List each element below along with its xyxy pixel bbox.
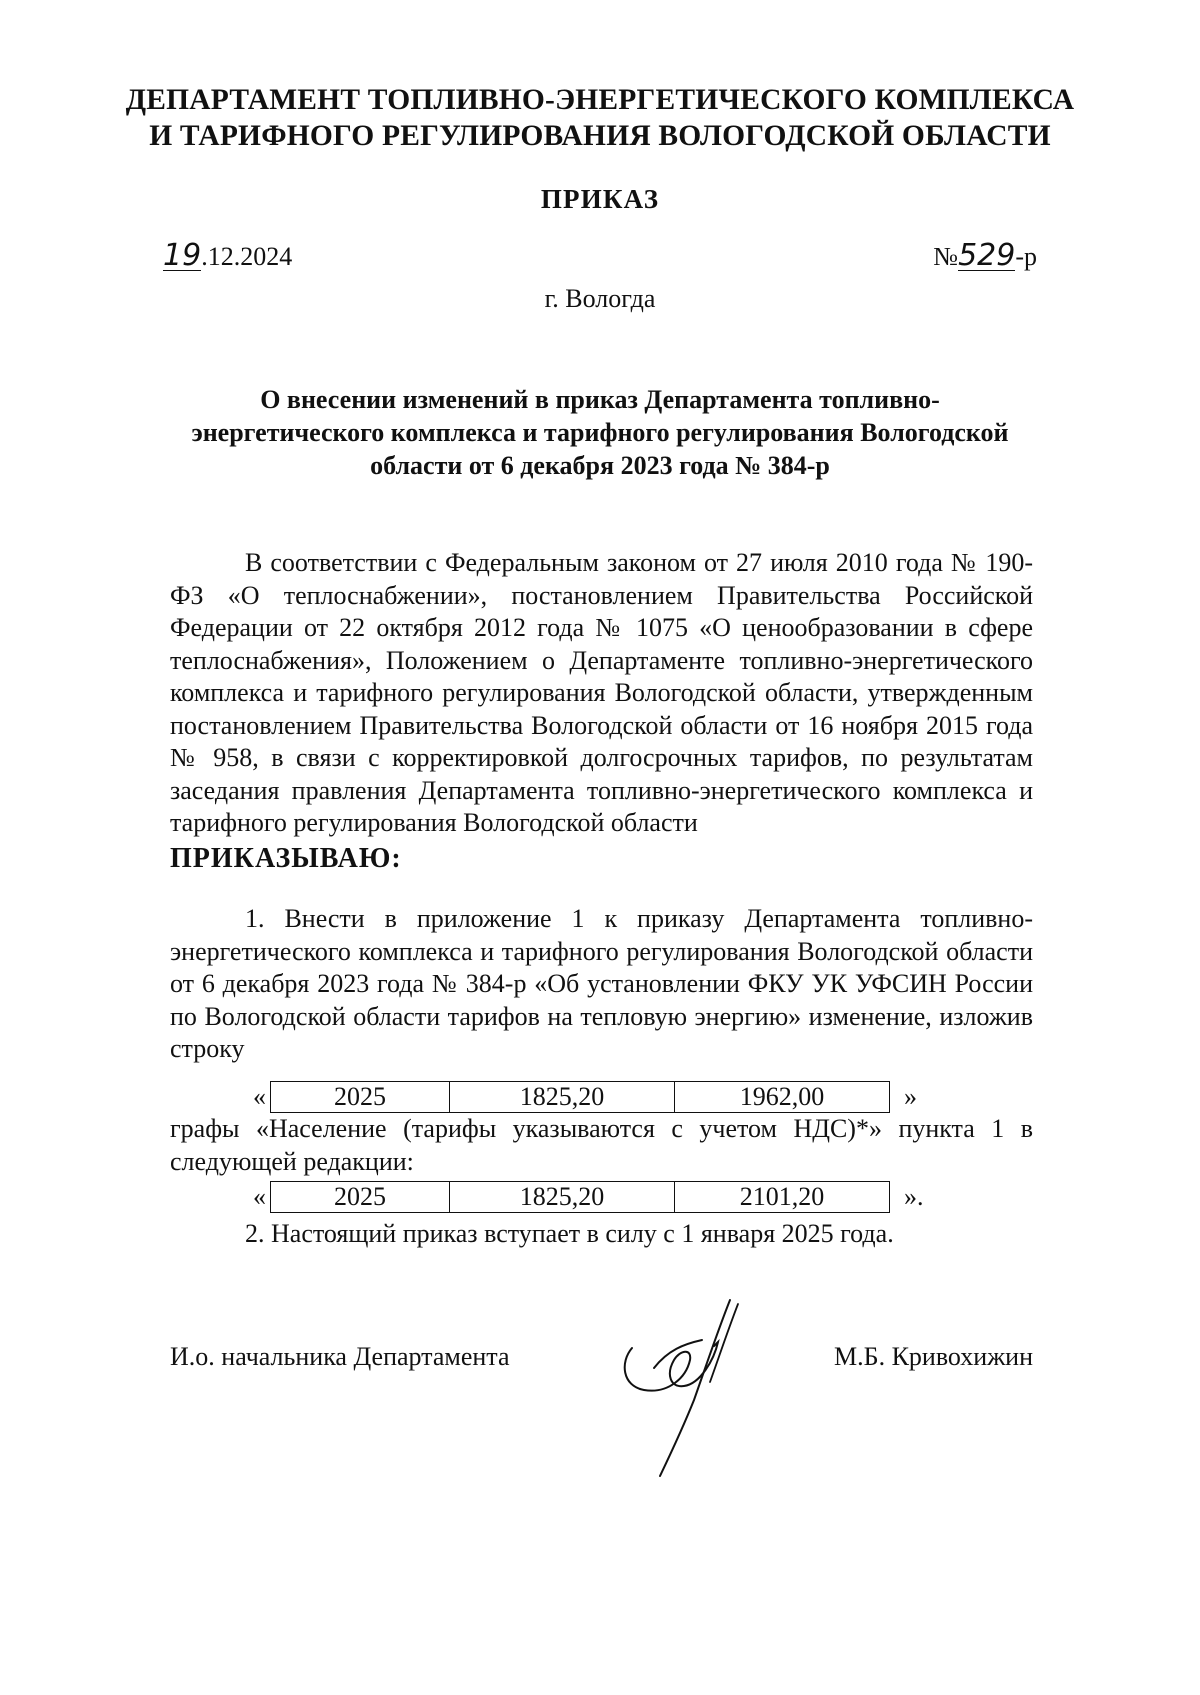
new-tariff-row xyxy=(253,1180,924,1214)
order-subject xyxy=(170,383,1030,482)
old-value-2-cell: 1962,00 xyxy=(675,1082,890,1113)
subject-line-2: энергетического комплекса и тарифного регулирования Вологодской xyxy=(191,418,1009,447)
order-number xyxy=(933,238,1037,273)
old-year-cell: 2025 xyxy=(271,1082,450,1113)
header-line-2: И ТАРИФНОГО РЕГУЛИРОВАНИЯ ВОЛОГОДСКОЙ ОБЛАСТИ xyxy=(149,120,1051,152)
signature-icon xyxy=(610,1290,760,1480)
quote-open: « xyxy=(253,1182,266,1211)
old-tariff-table xyxy=(270,1081,890,1113)
quote-close: ». xyxy=(904,1182,924,1211)
header-line-1: ДЕПАРТАМЕНТ ТОПЛИВНО-ЭНЕРГЕТИЧЕСКОГО КОМПЛЕКСА xyxy=(125,84,1075,116)
order-title: ПРИКАЗ xyxy=(540,184,660,214)
date-rest: .12.2024 xyxy=(201,242,293,271)
new-value-1-cell: 1825,20 xyxy=(450,1182,675,1213)
column-reference-text: графы «Население (тарифы указываются с учетом НДС)*» пункта 1 в следующей редакции: xyxy=(170,1114,1033,1176)
quote-open: « xyxy=(253,1082,266,1111)
handwritten-order-number: 529 xyxy=(958,238,1016,273)
preamble-paragraph: В соответствии с Федеральным законом от 27 июля 2010 года № 190-ФЗ «О теплоснабжении», постановлением Правительства Российской Федерации от 22 октября 2012 года № 1075 «О ценообразовании в сфере теплоснабжения», Положением о Департаменте топливно-энергетического комплекса и тарифного регулирования Вологодской области, утвержденным постановлением Правительства Вологодской области от 16 ноября 2015 года № 958, в связи с корректировкой долгосрочных тарифов, по результатам заседания правления Департамента топливно-энергетического комплекса и тарифного регулирования Вологодской области xyxy=(170,548,1033,837)
new-value-2-cell: 2101,20 xyxy=(675,1182,890,1213)
department-header xyxy=(0,82,1200,154)
subject-line-1: О внесении изменений в приказ Департамента топливно- xyxy=(260,385,940,414)
quote-close: » xyxy=(904,1082,917,1111)
signatory-position: И.о. начальника Департамента xyxy=(170,1342,510,1371)
old-value-1-cell: 1825,20 xyxy=(450,1082,675,1113)
number-prefix: № xyxy=(933,242,959,271)
decree-word: ПРИКАЗЫВАЮ: xyxy=(170,843,402,874)
handwritten-signature xyxy=(610,1290,760,1480)
new-tariff-table xyxy=(270,1181,890,1213)
handwritten-date-day: 19 xyxy=(163,238,202,273)
order-date xyxy=(163,238,293,273)
item-1-paragraph: 1. Внести в приложение 1 к приказу Департамента топливно-энергетического комплекса и тарифного регулирования Вологодской области от 6 декабря 2023 года № 384-р «Об установлении ФКУ УК УФСИН России по Вологодской области тарифов на тепловую энергию» изменение, изложив строку xyxy=(170,904,1033,1063)
old-tariff-row xyxy=(253,1080,917,1114)
number-suffix: -р xyxy=(1015,242,1037,271)
signatory-name: М.Б. Кривохижин xyxy=(834,1342,1033,1371)
item-2-paragraph: 2. Настоящий приказ вступает в силу с 1 января 2025 года. xyxy=(245,1219,894,1248)
new-year-cell: 2025 xyxy=(271,1182,450,1213)
subject-line-3: области от 6 декабря 2023 года № 384-р xyxy=(370,451,830,480)
city: г. Вологда xyxy=(544,284,656,313)
